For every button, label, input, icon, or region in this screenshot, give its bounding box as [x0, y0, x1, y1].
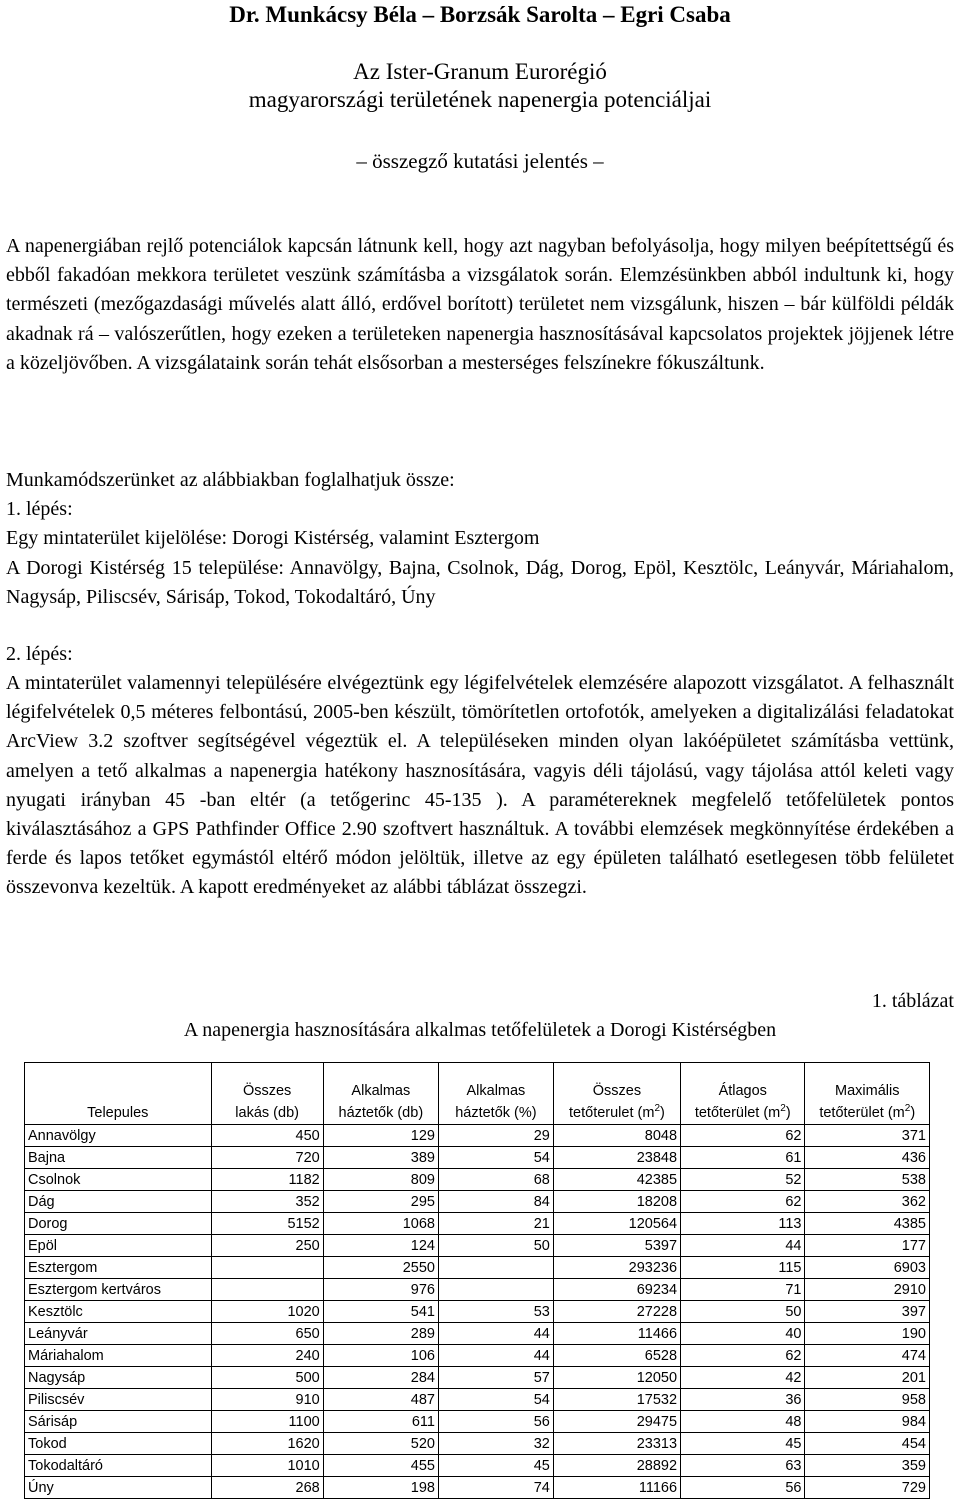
settlement-cell: Dág [25, 1191, 212, 1213]
settlement-cell: Tokod [25, 1433, 212, 1455]
value-cell: 958 [805, 1389, 930, 1411]
value-cell: 500 [211, 1367, 323, 1389]
value-cell: 44 [681, 1235, 805, 1257]
settlement-cell: Epöl [25, 1235, 212, 1257]
value-cell: 650 [211, 1323, 323, 1345]
value-cell: 976 [323, 1279, 438, 1301]
settlement-cell: Máriahalom [25, 1345, 212, 1367]
value-cell: 611 [323, 1411, 438, 1433]
settlement-cell: Leányvár [25, 1323, 212, 1345]
value-cell: 69234 [553, 1279, 680, 1301]
value-cell: 729 [805, 1477, 930, 1499]
table-number: 1. táblázat [871, 990, 954, 1012]
settlement-cell: Annavölgy [25, 1125, 212, 1147]
step1-label: 1. lépés: [6, 498, 73, 520]
value-cell: 23848 [553, 1147, 680, 1169]
table-row [25, 1147, 930, 1169]
value-cell: 28892 [553, 1455, 680, 1477]
value-cell: 23313 [553, 1433, 680, 1455]
value-cell: 21 [438, 1213, 553, 1235]
value-cell: 4385 [805, 1213, 930, 1235]
value-cell: 124 [323, 1235, 438, 1257]
table-row [25, 1455, 930, 1477]
table-row [25, 1477, 930, 1499]
value-cell: 1100 [211, 1411, 323, 1433]
table-row [25, 1235, 930, 1257]
value-cell [438, 1257, 553, 1279]
step1-text: Egy mintaterület kijelölése: Dorogi Kistérség, valamint Esztergom [6, 527, 540, 549]
header-average-area: Átlagos tetőterület $(m^2)$ [681, 1063, 805, 1125]
value-cell: 8048 [553, 1125, 680, 1147]
value-cell: 293236 [553, 1257, 680, 1279]
value-cell: 68 [438, 1169, 553, 1191]
value-cell: 18208 [553, 1191, 680, 1213]
value-cell: 106 [323, 1345, 438, 1367]
value-cell: 190 [805, 1323, 930, 1345]
settlement-cell: Úny [25, 1477, 212, 1499]
header-settlement: Telepules [25, 1063, 212, 1125]
step2-label: 2. lépés: [6, 643, 73, 665]
value-cell: 455 [323, 1455, 438, 1477]
value-cell: 520 [323, 1433, 438, 1455]
value-cell: 48 [681, 1411, 805, 1433]
settlement-cell: Csolnok [25, 1169, 212, 1191]
value-cell: 910 [211, 1389, 323, 1411]
value-cell: 61 [681, 1147, 805, 1169]
value-cell: 62 [681, 1345, 805, 1367]
step1-settlements: A Dorogi Kistérség 15 települése: Annavölgy, Bajna, Csolnok, Dág, Dorog, Epöl, Kesztölc, Leányvár, Máriahalom, Nagysáp, Piliscsév, Sárisáp, Tokod, Tokodaltáró, Úny [6, 557, 954, 609]
step2-paragraph: A mintaterület valamennyi településére elvégeztünk egy légifelvételek elemzésére alapozott vizsgálatot. A felhasznált légifelvételek 0,5 méteres felbontású, 2005-ben készült, tömörítetlen ortofotók, amelyeken a digitalizálási feladatokat ArcView 3.2 szoftver segítségével végeztük el. A településeken minden olyan lakóépületet számításba vettünk, amelyen a tető alkalmas a napenergia hatékony hasznosítására, vagyis déli tájolású, vagy tájolása attól keleti vagy nyugati irányban 45 -ban eltér (a tetőgerinc 45-135 ). A paramétereknek megfelelő tetőfelületek pontos kiválasztásához a GPS Pathfinder Office 2.90 szoftvert használtuk. A további elemzések megkönnyítése érdekében a ferde és lapos tetőket egymástól eltérő módon jelöltük, illetve az egy épületen található esetlegesen több felületet összevonva kezeltük. A kapott eredményeket az alábbi táblázat összegzi. [6, 672, 954, 899]
value-cell: 54 [438, 1147, 553, 1169]
value-cell: 250 [211, 1235, 323, 1257]
value-cell: 268 [211, 1477, 323, 1499]
value-cell: 1010 [211, 1455, 323, 1477]
value-cell: 1620 [211, 1433, 323, 1455]
document-title [0, 58, 960, 114]
document-subtitle: – összegző kutatási jelentés – [356, 149, 604, 173]
value-cell: 27228 [553, 1301, 680, 1323]
value-cell [211, 1257, 323, 1279]
value-cell: 5152 [211, 1213, 323, 1235]
settlement-cell: Bajna [25, 1147, 212, 1169]
value-cell [211, 1279, 323, 1301]
value-cell: 120564 [553, 1213, 680, 1235]
settlement-cell: Tokodaltáró [25, 1455, 212, 1477]
header-total-dwellings: Összes lakás (db) [211, 1063, 323, 1125]
value-cell: 984 [805, 1411, 930, 1433]
title-line-1: Az Ister-Granum Eurorégió [353, 59, 607, 84]
value-cell: 201 [805, 1367, 930, 1389]
value-cell: 50 [438, 1235, 553, 1257]
value-cell: 42 [681, 1367, 805, 1389]
value-cell: 44 [438, 1323, 553, 1345]
value-cell: 84 [438, 1191, 553, 1213]
header-total-area: Összes tetőterulet $(m^2)$ [553, 1063, 680, 1125]
value-cell: 36 [681, 1389, 805, 1411]
settlement-cell: Piliscsév [25, 1389, 212, 1411]
method-intro: Munkamódszerünket az alábbiakban foglalhatjuk össze: [6, 469, 455, 491]
value-cell: 57 [438, 1367, 553, 1389]
header-suitable-roofs: Alkalmas háztetők (db) [323, 1063, 438, 1125]
value-cell: 177 [805, 1235, 930, 1257]
settlement-cell: Esztergom [25, 1257, 212, 1279]
intro-paragraph: A napenergiában rejlő potenciálok kapcsán látnunk kell, hogy azt nagyban befolyásolja, hogy milyen beépítettségű és ebből fakadóan mekkora területet veszünk számításba a vizsgálatok során. Elemzésünkben abból indultunk ki, hogy természeti (mezőgazdasági művelés alatt álló, erdővel borított) területet nem vizsgálunk, hiszen – bár külföldi példák akadnak rá – valószerűtlen, hogy ezeken a területeken napenergia hasznosításával kapcsolatos projektek jöjjenek létre a közeljövőben. A vizsgálataink során tehát elsősorban a mesterséges felszínekre fókuszáltunk. [6, 235, 954, 374]
value-cell: 44 [438, 1345, 553, 1367]
value-cell: 45 [438, 1455, 553, 1477]
title-line-2: magyarországi területének napenergia potenciáljai [248, 87, 712, 112]
value-cell: 115 [681, 1257, 805, 1279]
value-cell: 1068 [323, 1213, 438, 1235]
value-cell: 113 [681, 1213, 805, 1235]
value-cell: 809 [323, 1169, 438, 1191]
value-cell: 538 [805, 1169, 930, 1191]
header-suitable-percent: Alkalmas háztetők (%) [438, 1063, 553, 1125]
value-cell: 29 [438, 1125, 553, 1147]
value-cell: 487 [323, 1389, 438, 1411]
value-cell: 11466 [553, 1323, 680, 1345]
value-cell: 474 [805, 1345, 930, 1367]
value-cell: 62 [681, 1191, 805, 1213]
value-cell: 371 [805, 1125, 930, 1147]
value-cell: 62 [681, 1125, 805, 1147]
table-row [25, 1169, 930, 1191]
value-cell: 71 [681, 1279, 805, 1301]
table-row [25, 1125, 930, 1147]
header-maximum-area: Maximális tetőterület $(m^2)$ [805, 1063, 930, 1125]
value-cell: 720 [211, 1147, 323, 1169]
value-cell: 450 [211, 1125, 323, 1147]
value-cell: 1020 [211, 1301, 323, 1323]
value-cell: 2550 [323, 1257, 438, 1279]
table-row [25, 1213, 930, 1235]
value-cell: 1182 [211, 1169, 323, 1191]
settlement-cell: Nagysáp [25, 1367, 212, 1389]
value-cell: 284 [323, 1367, 438, 1389]
value-cell: 12050 [553, 1367, 680, 1389]
value-cell: 74 [438, 1477, 553, 1499]
table-body [25, 1125, 930, 1499]
value-cell: 53 [438, 1301, 553, 1323]
value-cell: 436 [805, 1147, 930, 1169]
value-cell: 359 [805, 1455, 930, 1477]
value-cell: 63 [681, 1455, 805, 1477]
table-row [25, 1367, 930, 1389]
roof-area-table [24, 1062, 930, 1499]
table-row [25, 1433, 930, 1455]
table-row [25, 1279, 930, 1301]
value-cell: 56 [438, 1411, 553, 1433]
authors-line: Dr. Munkácsy Béla – Borzsák Sarolta – Egri Csaba [229, 2, 731, 27]
value-cell: 295 [323, 1191, 438, 1213]
value-cell: 352 [211, 1191, 323, 1213]
value-cell: 541 [323, 1301, 438, 1323]
value-cell: 29475 [553, 1411, 680, 1433]
value-cell: 17532 [553, 1389, 680, 1411]
settlement-cell: Esztergom kertváros [25, 1279, 212, 1301]
table-caption: A napenergia hasznosítására alkalmas tetőfelületek a Dorogi Kistérségben [183, 1019, 777, 1041]
value-cell: 42385 [553, 1169, 680, 1191]
table-row [25, 1389, 930, 1411]
value-cell [438, 1279, 553, 1301]
value-cell: 6528 [553, 1345, 680, 1367]
table-row [25, 1257, 930, 1279]
value-cell: 11166 [553, 1477, 680, 1499]
table-row [25, 1411, 930, 1433]
table-row [25, 1345, 930, 1367]
table-row [25, 1323, 930, 1345]
value-cell: 129 [323, 1125, 438, 1147]
table-row [25, 1301, 930, 1323]
value-cell: 45 [681, 1433, 805, 1455]
value-cell: 289 [323, 1323, 438, 1345]
value-cell: 240 [211, 1345, 323, 1367]
value-cell: 6903 [805, 1257, 930, 1279]
value-cell: 198 [323, 1477, 438, 1499]
value-cell: 32 [438, 1433, 553, 1455]
value-cell: 397 [805, 1301, 930, 1323]
value-cell: 454 [805, 1433, 930, 1455]
value-cell: 56 [681, 1477, 805, 1499]
settlement-cell: Sárisáp [25, 1411, 212, 1433]
settlement-cell: Dorog [25, 1213, 212, 1235]
settlement-cell: Kesztölc [25, 1301, 212, 1323]
table-header-row [25, 1063, 930, 1125]
value-cell: 389 [323, 1147, 438, 1169]
value-cell: 40 [681, 1323, 805, 1345]
value-cell: 5397 [553, 1235, 680, 1257]
value-cell: 52 [681, 1169, 805, 1191]
value-cell: 362 [805, 1191, 930, 1213]
value-cell: 2910 [805, 1279, 930, 1301]
value-cell: 50 [681, 1301, 805, 1323]
table-row [25, 1191, 930, 1213]
value-cell: 54 [438, 1389, 553, 1411]
